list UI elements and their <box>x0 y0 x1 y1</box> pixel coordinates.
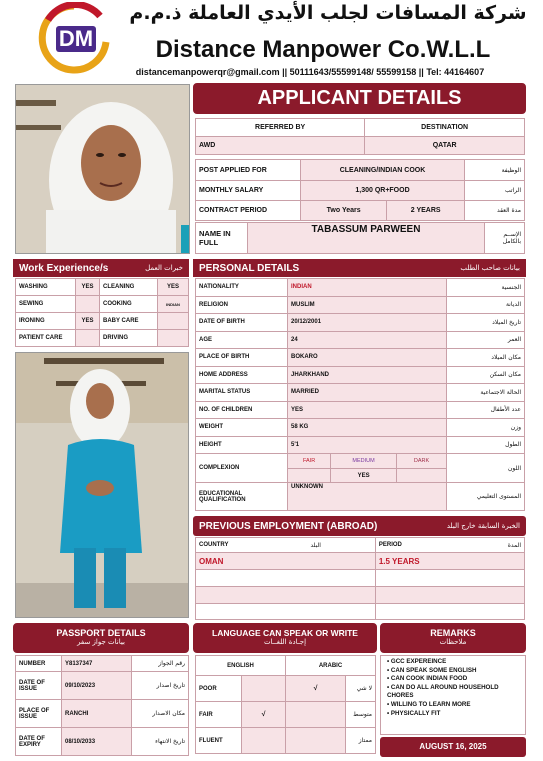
language-level: POOR <box>196 676 242 702</box>
arabic-fluent-check <box>286 728 346 754</box>
work-item: COOKING <box>100 296 158 313</box>
passport-expiry-value: 08/10/2033 <box>62 728 132 756</box>
personal-label-ar: تاريخ الميلاد <box>447 314 525 332</box>
country-label: COUNTRY <box>196 538 308 553</box>
monthly-salary-ar: الراتب <box>465 181 525 201</box>
personal-label: WEIGHT <box>196 419 288 437</box>
monthly-salary-label: MONTHLY SALARY <box>196 181 301 201</box>
personal-value: JHARKHAND <box>288 366 447 384</box>
post-applied-ar: الوظيفة <box>465 160 525 181</box>
work-item-value: YES <box>76 279 100 296</box>
personal-details-header <box>193 259 526 277</box>
personal-label: DATE OF BIRTH <box>196 314 288 332</box>
work-experience-table <box>15 278 189 347</box>
company-english-name: Distance Manpower Co.W.L.L <box>155 36 491 63</box>
passport-number-value: Y8137347 <box>62 656 132 672</box>
work-experience-header <box>13 259 189 277</box>
remark-item: • CAN COOK INDIAN FOOD <box>387 675 468 683</box>
remarks-title: REMARKS <box>430 628 476 638</box>
passport-label: NUMBER <box>16 656 62 672</box>
work-item: BABY CARE <box>100 313 158 330</box>
previous-employment-table <box>195 537 525 620</box>
education-label: EDUCATIONAL QUALIFICATION <box>196 483 288 511</box>
period-label: PERIOD <box>375 538 445 553</box>
personal-value: 24 <box>288 331 447 349</box>
remarks-list <box>380 655 526 735</box>
personal-label: NO. OF CHILDREN <box>196 401 288 419</box>
remark-item: • CAN DO ALL AROUND HOUSEHOLD CHORES <box>387 683 499 700</box>
personal-value: MARRIED <box>288 384 447 402</box>
previous-country-value: OMAN <box>196 553 376 570</box>
passport-title-ar: بيانات جواز سفر <box>77 638 125 646</box>
personal-value: 20/12/2001 <box>288 314 447 332</box>
remarks-header <box>380 623 526 653</box>
personal-label: PLACE OF BIRTH <box>196 349 288 367</box>
complexion-option-medium: MEDIUM <box>331 454 397 469</box>
work-item-value <box>158 330 189 347</box>
work-item: CLEANING <box>100 279 158 296</box>
contract-period-ar: مدة العقد <box>465 201 525 221</box>
passport-table <box>15 655 189 756</box>
work-item-value: INDIAN <box>158 296 189 313</box>
applicant-details-title: APPLICANT DETAILS <box>193 83 526 114</box>
language-level: FAIR <box>196 702 242 728</box>
referred-by-value: AWD <box>196 137 365 155</box>
passport-label-ar: تاريخ الانتهاء <box>132 728 189 756</box>
personal-value: MUSLIM <box>288 296 447 314</box>
remark-item: • WILLING TO LEARN MORE <box>387 700 471 708</box>
personal-label-ar: الطول <box>447 436 525 454</box>
name-label: NAME IN FULL <box>196 223 248 254</box>
complexion-ar: اللون <box>447 454 525 483</box>
complexion-option-dark: DARK <box>396 454 446 469</box>
passport-title: PASSPORT DETAILS <box>56 628 146 638</box>
language-title: LANGUAGE CAN SPEAK OR WRITE <box>212 628 358 638</box>
passport-issue-place-value: RANCHI <box>62 700 132 728</box>
destination-label: DESTINATION <box>365 119 525 137</box>
passport-label-ar: مكان الاصدار <box>132 700 189 728</box>
work-item-value <box>76 296 100 313</box>
personal-label: AGE <box>196 331 288 349</box>
passport-label-ar: رقم الجواز <box>132 656 189 672</box>
remark-item: • CAN SPEAK SOME ENGLISH <box>387 666 477 674</box>
applicant-full-body-photo <box>15 352 189 618</box>
work-item-value: YES <box>158 279 189 296</box>
contract-period-value-2: 2 YEARS <box>387 201 465 221</box>
previous-employment-header <box>193 516 526 536</box>
destination-value: QATAR <box>365 137 525 155</box>
name-ar: الإســم بالكامل <box>485 223 525 254</box>
referred-by-label: REFERRED BY <box>196 119 365 137</box>
english-fluent-check <box>242 728 286 754</box>
period-ar: المدة <box>445 538 524 553</box>
english-fair-check: √ <box>242 702 286 728</box>
passport-label-ar: تاريخ اصدار <box>132 672 189 700</box>
personal-label: MARITAL STATUS <box>196 384 288 402</box>
previous-employment-title-ar: الخبرة السابقة خارج البلد <box>446 522 520 530</box>
language-title-ar: إجـادة اللغــات <box>263 638 307 646</box>
personal-label-ar: وزن <box>447 419 525 437</box>
passport-details-header <box>13 623 189 653</box>
contract-period-value-1: Two Years <box>301 201 387 221</box>
country-ar: البلد <box>308 538 376 553</box>
arabic-fair-check <box>286 702 346 728</box>
education-value: UNKNOWN <box>288 483 447 511</box>
nationality-value: INDIAN <box>288 279 447 297</box>
referral-table <box>195 118 525 155</box>
personal-value: 58 KG <box>288 419 447 437</box>
work-experience-title-ar: خبرات العمل <box>145 264 183 272</box>
complexion-option-fair: FAIR <box>288 454 331 469</box>
personal-label: RELIGION <box>196 296 288 314</box>
monthly-salary-value: 1,300 QR+FOOD <box>301 181 465 201</box>
language-table <box>195 655 376 754</box>
document-date: AUGUST 16, 2025 <box>380 737 526 757</box>
education-ar: المستوى التعليمي <box>447 483 525 511</box>
language-col-arabic: ARABIC <box>286 656 376 676</box>
applicant-portrait-photo <box>15 84 190 254</box>
personal-label: HOME ADDRESS <box>196 366 288 384</box>
personal-value: YES <box>288 401 447 419</box>
remark-item: • PHYSICALLY FIT <box>387 709 441 717</box>
personal-label: HEIGHT <box>196 436 288 454</box>
work-item: DRIVING <box>100 330 158 347</box>
complexion-label: COMPLEXION <box>196 454 288 483</box>
company-contact-line: distancemanpowerqr@gmail.com || 50111643/55599148/ 55599158 || Tel: 44164607 <box>135 67 485 77</box>
company-logo <box>36 2 112 74</box>
language-col-english: ENGLISH <box>196 656 286 676</box>
personal-value: BOKARO <box>288 349 447 367</box>
work-item: WASHING <box>16 279 76 296</box>
work-item-value: YES <box>76 313 100 330</box>
post-applied-value: CLEANING/INDIAN COOK <box>301 160 465 181</box>
work-experience-title: Work Experience/s <box>19 262 109 274</box>
language-level-ar: متوسط <box>346 702 376 728</box>
contract-period-label: CONTRACT PERIOD <box>196 201 301 221</box>
work-item: SEWING <box>16 296 76 313</box>
personal-label-ar: الحالة الاجتماعية <box>447 384 525 402</box>
personal-details-table <box>195 278 525 511</box>
complexion-selected: YES <box>331 469 397 483</box>
personal-label-ar: العمر <box>447 331 525 349</box>
work-item: PATIENT CARE <box>16 330 76 347</box>
personal-label-ar: الديانة <box>447 296 525 314</box>
personal-label-ar: عدد الأطفال <box>447 401 525 419</box>
passport-issue-date-value: 09/10/2023 <box>62 672 132 700</box>
work-item: IRONING <box>16 313 76 330</box>
personal-value: 5'1 <box>288 436 447 454</box>
language-level: FLUENT <box>196 728 242 754</box>
personal-label-ar: الجنسية <box>447 279 525 297</box>
passport-label: DATE OF ISSUE <box>16 672 62 700</box>
personal-details-title: PERSONAL DETAILS <box>199 262 300 274</box>
personal-label: NATIONALITY <box>196 279 288 297</box>
english-poor-check <box>242 676 286 702</box>
language-level-ar: ممتاز <box>346 728 376 754</box>
logo-letters: DM <box>58 26 94 51</box>
previous-employment-title: PREVIOUS EMPLOYMENT (ABROAD) <box>199 520 378 532</box>
personal-label-ar: مكان الميلاد <box>447 349 525 367</box>
passport-label: PLACE OF ISSUE <box>16 700 62 728</box>
remark-item: • GCC EXPEREINCE <box>387 658 447 665</box>
job-table <box>195 159 525 221</box>
language-level-ar: لا شي <box>346 676 376 702</box>
name-value: TABASSUM PARWEEN <box>248 223 485 254</box>
personal-details-title-ar: بيانات صاحب الطلب <box>460 264 520 272</box>
passport-label: DATE OF EXPIRY <box>16 728 62 756</box>
language-header <box>193 623 377 653</box>
work-item-value <box>158 313 189 330</box>
personal-label-ar: مكان السكن <box>447 366 525 384</box>
name-table <box>195 222 525 254</box>
company-arabic-name: شركة المسافات لجلب الأيدي العاملة ذ.م.م <box>129 2 527 24</box>
previous-period-value: 1.5 YEARS <box>375 553 524 570</box>
work-item-value <box>76 330 100 347</box>
remarks-title-ar: ملاحظات <box>439 638 467 646</box>
post-applied-label: POST APPLIED FOR <box>196 160 301 181</box>
arabic-poor-check: √ <box>286 676 346 702</box>
